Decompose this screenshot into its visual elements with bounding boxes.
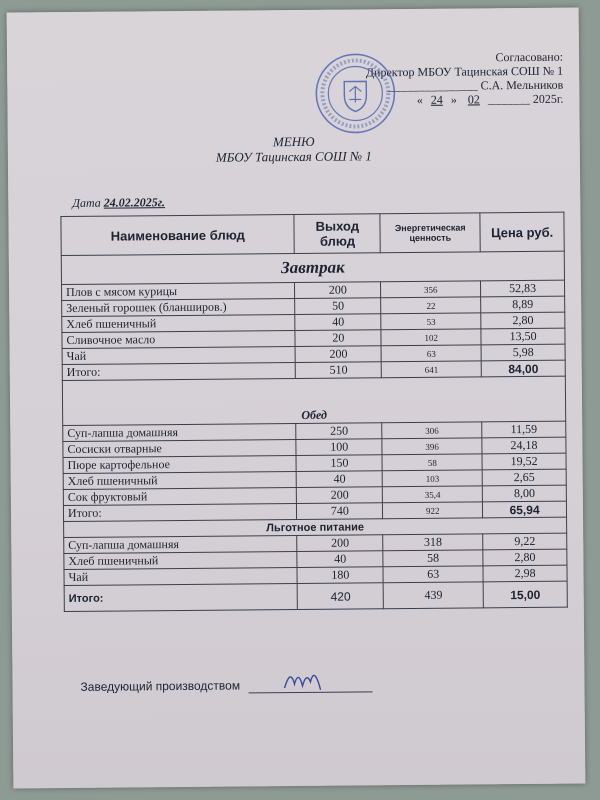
total-row-breakfast: Итого: 510 641 84,00 [62,360,565,380]
table-row: Пюре картофельное 150 58 19,52 [63,453,566,473]
approval-signer: _______________ С.А. Мельников [387,77,564,94]
table-row: Хлеб пшеничный 40 103 2,65 [63,469,566,489]
table-row: Плов с мясом курицы 200 356 52,83 [62,280,565,300]
header-energy: Энергетическая ценность [380,213,480,253]
table-row: Суп-лапша домашняя 200 318 9,22 [64,533,567,553]
total-row-lunch: Итого: 740 922 65,94 [63,501,566,521]
table-row: Зеленый горошек (бланширов.) 50 22 8,89 [62,296,565,316]
approval-year: 2025г. [532,91,564,106]
approval-month: 02 [467,92,480,107]
section-breakfast: Завтрак [61,251,564,284]
approval-director: Директор МБОУ Тацинская СОШ № 1 [365,63,564,80]
table-row: Хлеб пшеничный 40 53 2,80 [62,312,565,332]
table-row: Суп-лапша домашняя 250 306 11,59 [63,421,566,441]
table-row: Чай 180 63 2,98 [64,565,567,585]
menu-sheet [7,8,586,789]
section-benefit: Льготное питание [64,517,567,537]
date-label: Дата [72,195,101,210]
header-name: Наименование блюд [61,215,295,256]
table-row: Чай 200 63 5,98 [62,344,565,364]
date-value: 24.02.2025г. [103,195,166,210]
header-price: Цена руб. [480,212,564,252]
table-row: Сок фруктовый 200 35,4 8,00 [63,485,566,505]
signature-mark [280,662,328,694]
approval-date: « 24 » 02 _______ 2025г. [416,91,564,107]
approval-day: 24 [430,92,443,107]
school-seal [313,51,398,136]
school-name: МБОУ Тацинская СОШ № 1 [215,148,372,165]
table-row: Хлеб пшеничный 40 58 2,80 [64,549,567,569]
header-row [61,212,564,255]
menu-title: МЕНЮ [272,133,315,150]
menu-table [60,212,567,612]
approval-label: Согласовано: [495,49,564,65]
menu-date [72,195,165,211]
footer-label: Заведующий производством [80,678,241,694]
table-row: Сливочное масло 20 102 13,50 [62,328,565,348]
header-yield: Выход блюд [294,214,380,254]
section-lunch: Обед [62,376,565,425]
table-row: Сосиски отварные 100 396 24,18 [63,437,566,457]
total-row-benefit: Итого: 420 439 15,00 [64,581,567,611]
